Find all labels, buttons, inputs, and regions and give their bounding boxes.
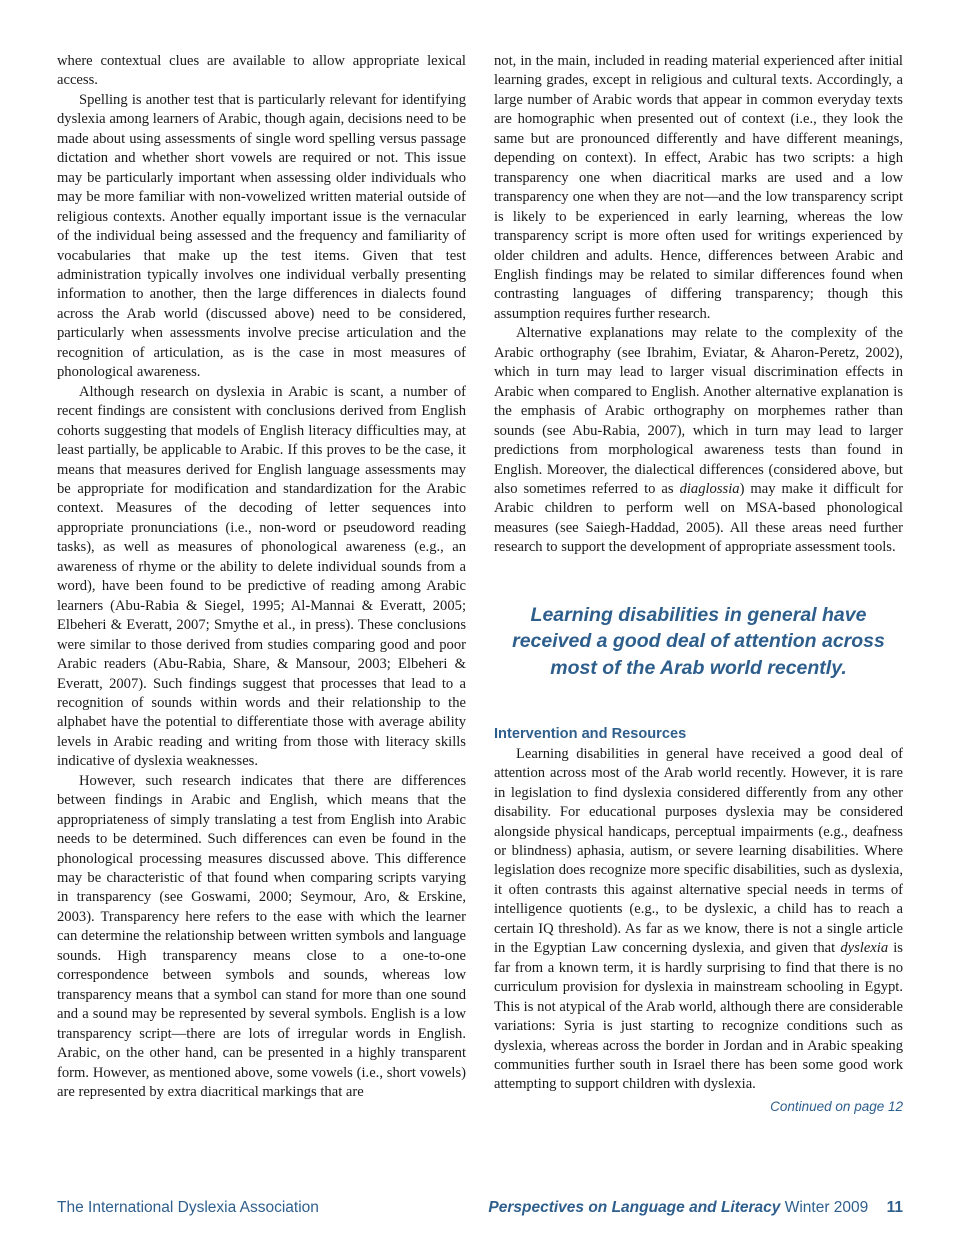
paragraph: However, such research indicates that there are differences between findings in Arabic and English, which means that the appropriateness of simply translating a test from English into Arabic needs to be determined. Such differences can even be found in the phonological processing measures discussed above. This difference may be characteristic of that found when comparing scripts varying in transparency (see Goswami, 2000; Seymour, Aro, & Erskine, 2003). Transparency here refers to the ease with which the learner can determine the relationship between written symbols and language sounds. High transparency means close to a one-to-one correspondence between symbols and sounds, whereas low transparency means that a symbol can stand for more than one sound and a sound may be represented by several symbols. English is a low transparency script—there are lots of irregular words in English. Arabic, on the other hand, can be presented in a highly transparent form. However, as mentioned above, some vowels (i.e., short vowels) are represented by extra diacritical markings that are	[57, 772, 466, 1101]
footer-publication	[488, 1199, 903, 1217]
paragraph: Although research on dyslexia in Arabic is scant, a number of recent findings are consistent with conclusions derived from English cohorts suggesting that models of English literacy difficulties may, at least partially, be applicable to Arabic. If this proves to be the case, it means that measures derived for English language assessments may be appropriate for modification and standardization for the Arabic context. Measures of the decoding of letter sequences into appropriate pronunciations (i.e., non-word or pseudoword reading tasks), as well as measures of phonological awareness (e.g., an awareness of rhyme or the ability to delete individual sounds from a word), have been found to be predictive of reading among Arabic learners (Abu-Rabia & Siegel, 1995; Al-Mannai & Everatt, 2005; Elbeheri & Everatt, 2007; Smythe et al., in press). These conclusions were similar to those derived from studies comparing good and poor Arabic readers (Abu-Rabia, Share, & Mansour, 2003; Elbeheri & Everatt, 2007). Such findings suggest that processes that lead to a recognition of sounds within words and their relationship to the alphabet have the potential to differentiate those with average ability levels in Arabic reading and writing from those with literacy skills indicative of dyslexia weaknesses.	[57, 383, 466, 770]
continued-note: Continued on page 12	[770, 1098, 903, 1114]
paragraph: Spelling is another test that is particularly relevant for identifying dyslexia among learners of Arabic, though again, decisions need to be made about using assessments of single word spelling versus passage dictation and whether short vowels are required or not. This issue may be particularly important when assessing older individuals who may be more familiar with non-vowelized written material outside of religious contexts. Another equally important issue is the vernacular of the individual being assessed and the frequency and familiarity of vocabularies that make up the test items. Given that test administration typically involves one individual verbally presenting information to another, then the large differences in dialects found across the Arab world (discussed above) need to be considered, particularly when assessments involve precise articulation and the recognition of articulation, as is the case in most measures of phonological awareness.	[57, 91, 466, 381]
paragraph: not, in the main, included in reading material experienced after initial learning grades, except in religious and cultural texts. Accordingly, a large number of Arabic words that appear in common everyday texts are homographic when presented out of context (i.e., they look the same but are pronounced differently and have different meanings, depending on context). In effect, Arabic has two scripts: a high transparency one when diacritical marks are used and a low transparency one when they are not—and the low transparency script is likely to be experienced in early learning, whereas the low transparency script is more often used for writings experienced by older children and adults. Hence, differences between Arabic and English findings may be related to similar differences found when contrasting languages of differing transparency; though this assumption requires further research.	[494, 53, 903, 322]
footer-organization: The International Dyslexia Association	[57, 1199, 319, 1216]
footer-journal: Perspectives on Language and Literacy	[488, 1199, 781, 1216]
text-span: Alternative explanations may relate to the complexity of the Arabic orthography (see Ibrahim, Eviatar, & Aharon-Peretz, 2002), which in turn may lead to larger visual discrimination effects in Arabic when compared to English. Another alternative explanation is the emphasis of Arabic orthography on morphemes rather than sounds (see Abu-Rabia, 2007), which in turn may lead to larger predictions from morphological awareness tests than found in English. Moreover, the dialectical differences (considered above, but also sometimes referred to as	[494, 325, 903, 497]
page-footer	[57, 1199, 903, 1223]
left-column	[57, 52, 466, 1102]
italic-term: diaglossia	[679, 480, 740, 497]
pull-quote: Learning disabilities in general have received a good deal of attention across most of the Arab world recently.	[512, 603, 885, 679]
right-column	[494, 52, 903, 1116]
section-heading: Intervention and Resources	[494, 726, 687, 743]
page-number: 11	[886, 1199, 903, 1216]
text-span: Learning disabilities in general have received a good deal of attention across most of the Arab world recently. However, it is rare in legislation to find dyslexia considered differently from any other disability. For educational purposes dyslexia may be considered alongside physical handicaps, perceptual impairments (e.g., deafness or blindness) aphasia, autism, or severe learning disabilities. Where legislation does recognize more specific disabilities, such as dyslexia, it often contrasts this against alternative special needs in terms of intelligence quotients (e.g., to be dyslexic, a child has to reach a certain IQ threshold). As far as we know, there is not a single article in the Egyptian Law concerning dyslexia, and given that	[494, 745, 903, 957]
italic-term: dyslexia	[840, 940, 889, 957]
paragraph: where contextual clues are available to allow appropriate lexical access.	[57, 53, 466, 89]
text-span: is far from a known term, it is hardly surprising to find that there is no curriculum provision for dyslexia in mainstream schooling in Egypt. This is not atypical of the Arab world, although there are considerable variations: Syria is just starting to recognize conditions such as dyslexia, whereas across the border in Jordan and in Arabic speaking communities further south in Israel there has been some good work attempting to support children with dyslexia.	[494, 940, 903, 1093]
paragraph	[494, 745, 903, 1095]
paragraph	[494, 324, 903, 557]
text-span: ) may make it difficult for Arabic children to perform well on MSA-based phonological measures (see Saiegh-Haddad, 2005). All these areas need further research to support the development of appropriate assessment tools.	[494, 480, 903, 556]
footer-issue: Winter 2009	[784, 1199, 869, 1216]
